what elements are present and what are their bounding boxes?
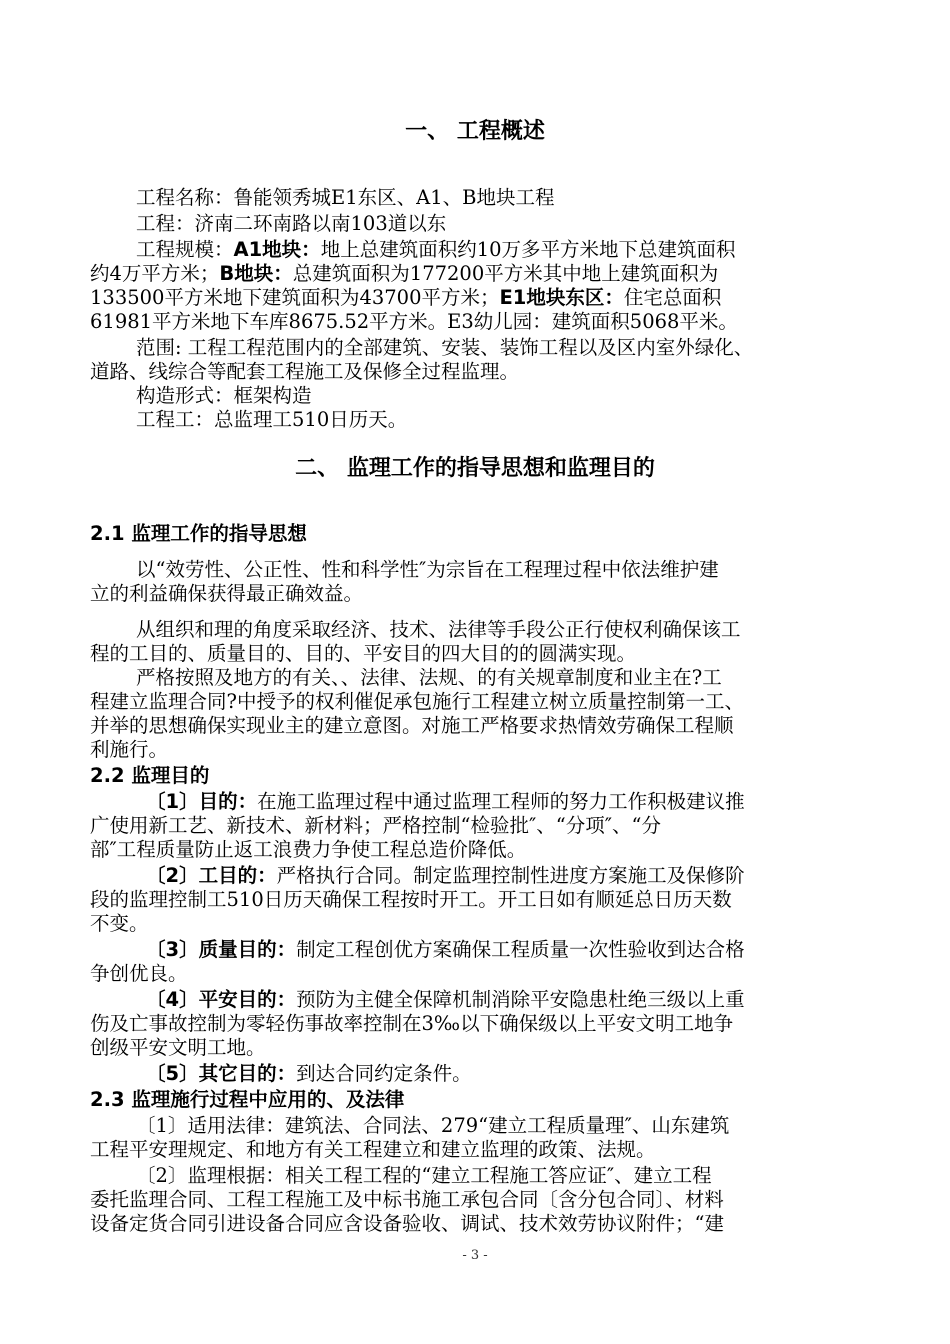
s21-p3-line-1: 严格按照及地方的有关、、法律、法规、的有关规章制度和业主在?工 — [136, 666, 722, 689]
section-2-3-title: 2.3 监理施行过程中应用的、及法律 — [90, 1088, 405, 1111]
section-2-2-title: 2.2 监理目的 — [90, 764, 210, 787]
s21-p2-line-1: 从组织和理的角度采取经济、技术、法律等手段公正行使权利确保该工 — [136, 618, 741, 641]
s22-item1-line-2: 广使用新工艺、新技术、新材料；严格控制“检验批″、“分项″、“分 — [90, 814, 661, 837]
s22-item1-line-1: 〔1〕目的：在施工监理过程中通过监理工程师的努力工作积极建议推 — [146, 790, 745, 813]
s23-item1-line-2: 工程平安理规定、和地方有关工程建立和建立监理的政策、法规。 — [90, 1138, 656, 1161]
project-scale-line-4: 61981平方米地下车库8675.52平方米。E3幼儿园：建筑面积5068平米。 — [90, 310, 738, 333]
s21-p3-line-3: 并举的思想确保实现业主的建立意图。对施工严格要求热情效劳确保工程顺 — [90, 714, 734, 737]
project-scale-line-3: 133500平方米地下建筑面积为43700平方米；E1地块东区：住宅总面积 — [90, 286, 722, 309]
project-name: 工程名称：鲁能领秀城E1东区、A1、B地块工程 — [136, 186, 555, 209]
s22-item2-line-3: 不变。 — [90, 912, 149, 935]
s22-item4-line-2: 伤及亡事故控制为零轻伤事故率控制在3‰以下确保级以上平安文明工地争 — [90, 1012, 734, 1035]
s22-item2-line-1: 〔2〕工目的：严格执行合同。制定监理控制性进度方案施工及保修阶 — [146, 864, 745, 887]
heading-project-overview: 一、 工程概述 — [405, 119, 545, 144]
s23-item2-line-3: 设备定货合同引进设备合同应含设备验收、调试、技术效劳协议附件；“建 — [90, 1212, 724, 1235]
project-location: 工程：济南二环南路以南103道以东 — [136, 212, 447, 235]
s23-item2-line-1: 〔2〕监理根据：相关工程工程的“建立工程施工答应证″、建立工程 — [136, 1164, 712, 1187]
section-2-1-title: 2.1 监理工作的指导思想 — [90, 522, 307, 545]
s23-item1-line-1: 〔1〕适用法律：建筑法、合同法、279“建立工程质量理″、山东建筑 — [136, 1114, 730, 1137]
project-scope-line-2: 道路、线综合等配套工程施工及保修全过程监理。 — [90, 360, 520, 383]
project-structure: 构造形式：框架构造 — [136, 384, 312, 407]
s21-p2-line-2: 程的工目的、质量目的、目的、平安目的四大目的的圆满实现。 — [90, 642, 637, 665]
s23-item2-line-2: 委托监理合同、工程工程施工及中标书施工承包合同〔含分包合同〕、材料 — [90, 1188, 724, 1211]
s22-item5-line-1: 〔5〕其它目的：到达合同约定条件。 — [146, 1062, 472, 1085]
project-scale-line-1: 工程规模：A1地块：地上总建筑面积约10万多平方米地下总建筑面积 — [136, 238, 736, 261]
s22-item1-line-3: 部″工程质量防止返工浪费力争使工程总造价降低。 — [90, 838, 527, 861]
s22-item4-line-3: 创级平安文明工地。 — [90, 1036, 266, 1059]
s22-item4-line-1: 〔4〕平安目的：预防为主健全保障机制消除平安隐患杜绝三级以上重 — [146, 988, 745, 1011]
s21-p1-line-2: 立的利益确保获得最正确效益。 — [90, 582, 364, 605]
page-number: - 3 - — [462, 1248, 488, 1263]
s22-item3-line-2: 争创优良。 — [90, 962, 188, 985]
heading-supervision-guidance: 二、 监理工作的指导思想和监理目的 — [295, 456, 655, 481]
project-scope-line-1: 范围: 工程工程范围内的全部建筑、安装、装饰工程以及区内室外绿化、 — [136, 336, 754, 359]
s22-item2-line-2: 段的监理控制工510日历天确保工程按时开工。开工日如有顺延总日历天数 — [90, 888, 732, 911]
s22-item3-line-1: 〔3〕质量目的：制定工程创优方案确保工程质量一次性验收到达合格 — [146, 938, 745, 961]
s21-p1-line-1: 以“效劳性、公正性、性和科学性″为宗旨在工程理过程中依法维护建 — [136, 558, 719, 581]
s21-p3-line-4: 利施行。 — [90, 738, 169, 761]
project-duration: 工程工：总监理工510日历天。 — [136, 408, 408, 431]
s21-p3-line-2: 程建立监理合同?中授予的权利催促承包施行工程建立树立质量控制第一工、 — [90, 690, 744, 713]
project-scale-line-2: 约4万平方米；B地块：总建筑面积为177200平方米其中地上建筑面积为 — [90, 262, 719, 285]
